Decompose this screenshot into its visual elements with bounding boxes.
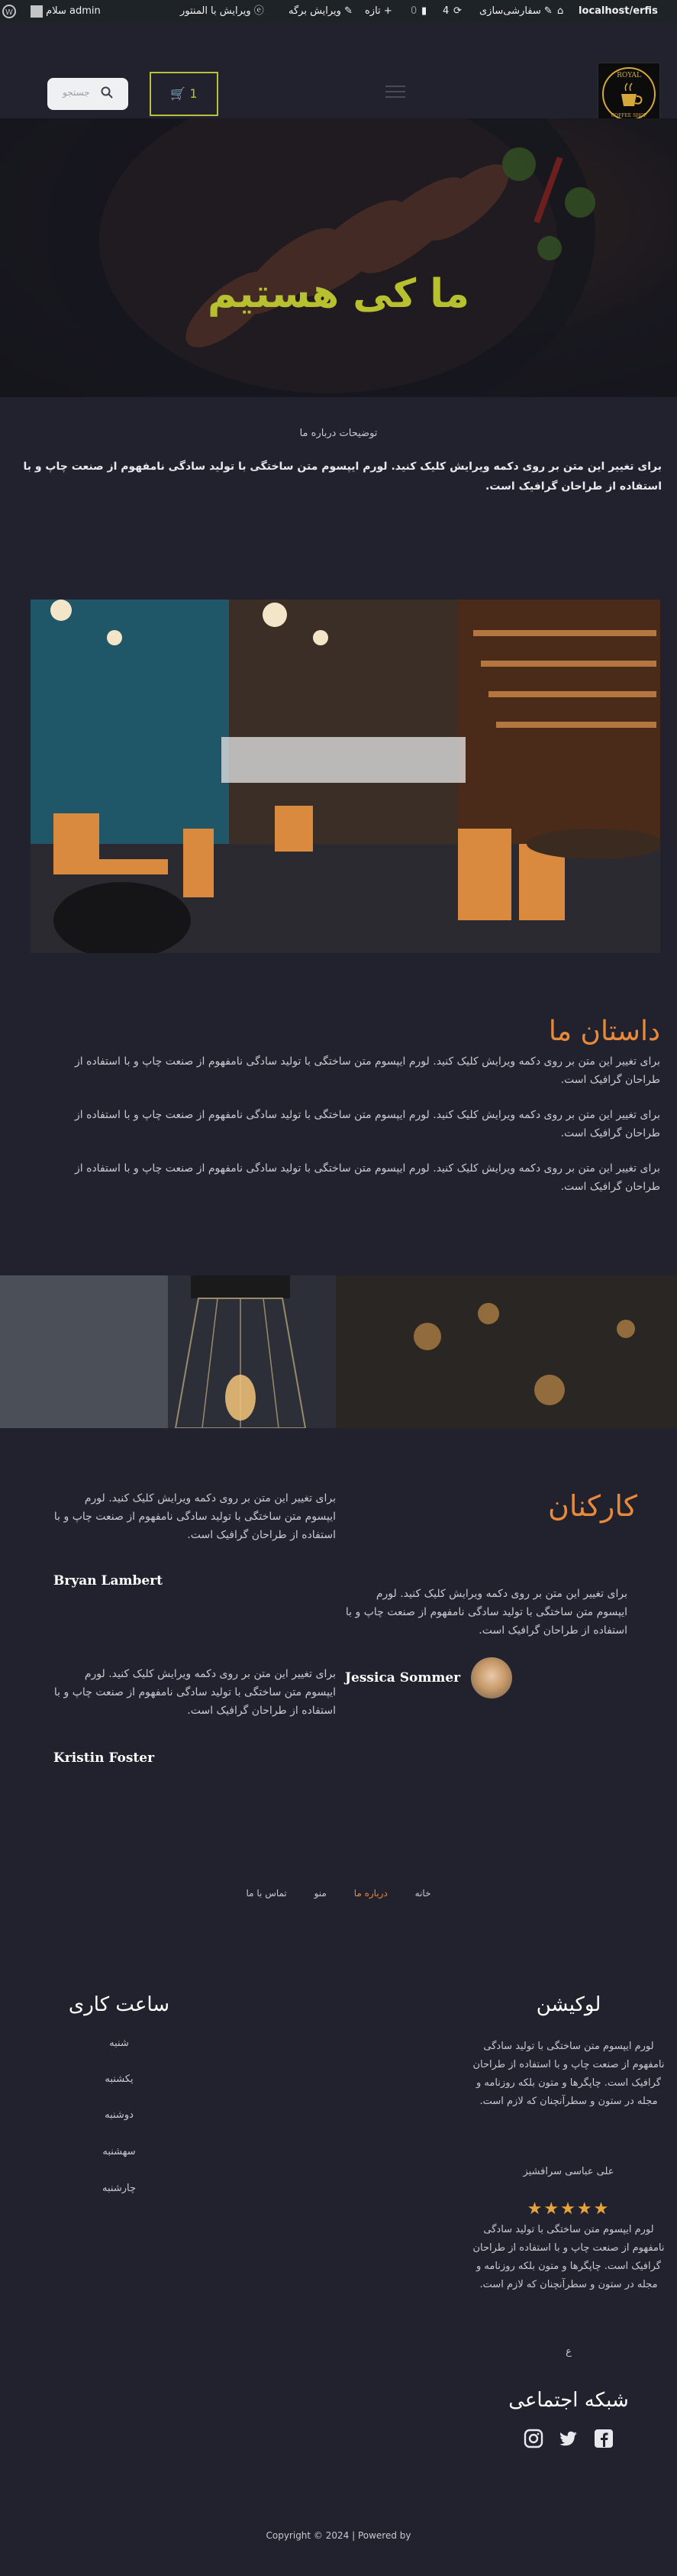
about-description: برای تغییر این متن بر روی دکمه ویرایش کلیک کنید. لورم ایپسوم متن ساختگی با تولید سادگی نامفهوم از صنعت چاپ و با استفاده از طراحان گرافیک است. [23, 461, 662, 493]
lamp-banner-image [0, 1275, 677, 1428]
updates-count[interactable]: 4 [443, 5, 450, 17]
hero-title: ما کی هستیم [208, 271, 469, 317]
staff-name-2: Jessica Sommer [345, 1670, 461, 1686]
twitter-icon[interactable] [559, 2429, 579, 2448]
site-name-link[interactable]: localhost/erfis [579, 5, 658, 17]
edit-with-elementor-link[interactable] [180, 0, 264, 23]
edit-page-link[interactable] [289, 0, 353, 23]
site-logo[interactable] [598, 63, 660, 125]
facebook-icon[interactable] [594, 2429, 614, 2448]
review-text: لورم ایپسوم متن ساختگی با تولید سادگی نامفهوم از صنعت چاپ و با استفاده از طراحان گرافیک است. چاپگرها و متون بلکه روزنامه و مجله در ستون و سطرآنچنان که لازم است. [472, 2224, 665, 2290]
admin-bar [0, 0, 677, 23]
footer-nav-about[interactable]: درباره ما [353, 1888, 388, 1899]
edit-page-label: ویرایش برگه [289, 5, 341, 17]
customize-label: سفارشی‌سازی [479, 5, 541, 17]
cart-count: 1 [189, 86, 198, 101]
site-header [0, 23, 677, 118]
footer-nav-home[interactable]: خانه [414, 1888, 431, 1899]
avatar [31, 5, 43, 18]
story-paragraph-1: برای تغییر این متن بر روی دکمه ویرایش کلیک کنید. لورم ایپسوم متن ساختگی با تولید سادگی نامفهوم از صنعت چاپ و با استفاده از طراحان گرافیک است. [75, 1055, 660, 1086]
hours-day-1: شنبه [109, 2038, 129, 2049]
location-address: علی عباسی سرافشیز [523, 2166, 614, 2177]
star-icon: ★ [560, 2199, 577, 2219]
brush-icon: ✎ [543, 5, 553, 17]
cart-button[interactable] [150, 72, 218, 116]
updates-icon[interactable]: ⟳ [453, 5, 462, 17]
hours-title: ساعت کاری [68, 1993, 170, 2016]
staff-bio-3: برای تغییر این متن بر روی دکمه ویرایش کلیک کنید. لورم ایپسوم متن ساختگی با تولید سادگی نامفهوم از صنعت چاپ و با استفاده از طراحان گرافیک است. [53, 1668, 336, 1717]
star-icon: ★ [543, 2199, 561, 2219]
greeting: سلام admin [46, 5, 101, 17]
svg-text:ROYAL: ROYAL [617, 72, 641, 79]
instagram-icon[interactable] [524, 2429, 543, 2448]
plus-icon: + [383, 5, 392, 17]
story-paragraph-3: برای تغییر این متن بر روی دکمه ویرایش کلیک کنید. لورم ایپسوم متن ساختگی با تولید سادگی نامفهوم از صنعت چاپ و با استفاده از طراحان گرافیک است. [75, 1162, 660, 1193]
customize-link[interactable] [479, 0, 553, 23]
social-title: شبکه اجتماعی [508, 2389, 629, 2412]
hours-day-4: سهشنبه [102, 2146, 136, 2157]
hours-day-2: یکشنبه [105, 2073, 134, 2085]
svg-text:COFFEE SHOP: COFFEE SHOP [611, 113, 647, 118]
location-text: لورم ایپسوم متن ساختگی با تولید سادگی نامفهوم از صنعت چاپ و با استفاده از طراحان گرافیک است. چاپگرها و متون بلکه روزنامه و مجله در ستون و سطرآنچنان که لازم است. [472, 2041, 665, 2107]
comments-icon[interactable]: ▮ [421, 5, 427, 17]
search-placeholder: جستجو [63, 87, 90, 98]
home-icon: ⌂ [557, 5, 564, 17]
location-extra: ع [566, 2346, 572, 2358]
copyright: Copyright © 2024 | Powered by [266, 2530, 411, 2541]
footer-nav-menu[interactable]: منو [314, 1888, 327, 1899]
star-icon: ★ [527, 2199, 544, 2219]
pencil-icon: ✎ [344, 5, 353, 17]
search-icon [101, 86, 113, 102]
hours-day-3: دوشنبه [105, 2109, 134, 2121]
staff-name-3: Kristin Foster [53, 1750, 155, 1766]
staff-title: کارکنان [547, 1489, 637, 1523]
story-title: داستان ما [548, 1016, 660, 1047]
staff-bio-1: برای تغییر این متن بر روی دکمه ویرایش کلیک کنید. لورم ایپسوم متن ساختگی با تولید سادگی نامفهوم از صنعت چاپ و با استفاده از طراحان گرافیک است. [53, 1492, 336, 1541]
elementor-label: ویرایش با المنتور [180, 5, 251, 17]
my-account-link[interactable] [31, 0, 101, 23]
footer-navigation [0, 1888, 677, 1899]
new-content-link[interactable] [365, 0, 392, 23]
story-paragraph-2: برای تغییر این متن بر روی دکمه ویرایش کلیک کنید. لورم ایپسوم متن ساختگی با تولید سادگی نامفهوم از صنعت چاپ و با استفاده از طراحان گرافیک است. [75, 1109, 660, 1139]
hours-day-5: چارشنبه [102, 2183, 136, 2194]
comments-count[interactable]: 0 [411, 5, 417, 17]
search-button[interactable] [47, 78, 128, 110]
new-label: تازه [365, 5, 381, 17]
avatar [471, 1657, 512, 1698]
location-title: لوکیشن [536, 1993, 601, 2016]
cafe-interior-image [31, 600, 660, 953]
staff-name-1: Bryan Lambert [53, 1573, 163, 1589]
footer-nav-contact[interactable]: تماس با ما [246, 1888, 287, 1899]
svg-text:W: W [5, 8, 13, 17]
wordpress-icon[interactable] [2, 0, 17, 23]
star-icon: ★ [576, 2199, 594, 2219]
cart-icon: 🛒 [170, 86, 186, 101]
star-icon: ★ [593, 2199, 611, 2219]
staff-bio-2: برای تغییر این متن بر روی دکمه ویرایش کلیک کنید. لورم ایپسوم متن ساختگی با تولید سادگی نامفهوم از صنعت چاپ و با استفاده از طراحان گرافیک است. [345, 1588, 627, 1637]
rating-stars [523, 2199, 614, 2219]
about-subtitle: توضیحات درباره ما [299, 428, 378, 439]
hero-banner [0, 118, 677, 397]
menu-toggle[interactable] [385, 86, 405, 101]
elementor-icon: ⓔ [253, 5, 264, 17]
kebab-image [0, 118, 677, 397]
